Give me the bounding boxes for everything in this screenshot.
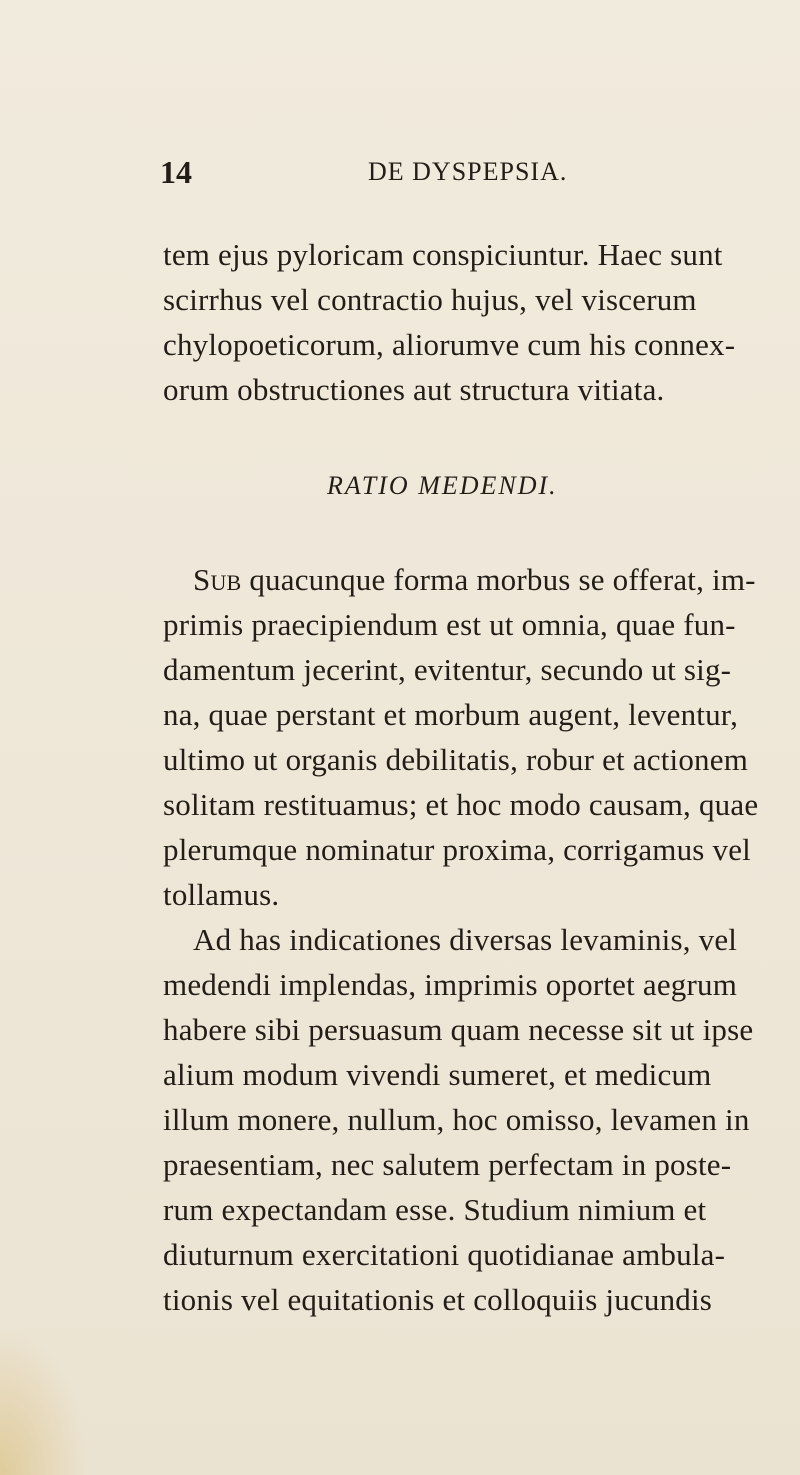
section-heading: RATIO MEDENDI. <box>327 471 558 500</box>
running-head <box>160 150 720 194</box>
text-line: illum monere, nullum, hoc omisso, levamen in <box>163 1102 750 1137</box>
initial-word: Sub <box>193 562 242 597</box>
text-line: medendi implendas, imprimis oportet aegrum <box>163 967 738 1002</box>
text-line: chylopoeticorum, aliorumve cum his connex- <box>163 327 736 362</box>
paper-stain <box>0 1325 90 1475</box>
text-line: tollamus. <box>163 877 280 912</box>
text-line: primis praecipiendum est ut omnia, quae fun- <box>163 607 736 642</box>
page-number: 14 <box>160 154 192 190</box>
text-line-first: Ad has indicationes diversas levaminis, vel <box>193 922 738 957</box>
paragraph-2 <box>163 557 800 1322</box>
text-line: praesentiam, nec salutem perfectam in poste- <box>163 1147 732 1182</box>
text-line: na, quae perstant et morbum augent, leventur, <box>163 697 739 732</box>
text-line: tionis vel equitationis et colloquiis jucundis <box>163 1282 713 1317</box>
text-line: rum expectandam esse. Studium nimium et <box>163 1192 707 1227</box>
text-line: orum obstructiones aut structura vitiata. <box>163 372 665 407</box>
text-line: ultimo ut organis debilitatis, robur et actionem <box>163 742 749 777</box>
running-title: DE DYSPEPSIA. <box>368 157 568 186</box>
text-line: tem ejus pyloricam conspiciuntur. Haec sunt <box>163 237 723 272</box>
first-line-rest: quacunque forma morbus se offerat, im- <box>241 562 756 597</box>
text-line: scirrhus vel contractio hujus, vel viscerum <box>163 282 697 317</box>
text-line: diuturnum exercitationi quotidianae ambula- <box>163 1237 726 1272</box>
text-line-first <box>163 557 800 602</box>
text-line: habere sibi persuasum quam necesse sit ut ipse <box>163 1012 754 1047</box>
text-line: alium modum vivendi sumeret, et medicum <box>163 1057 712 1092</box>
paragraph-1 <box>163 232 800 412</box>
text-line: damentum jecerint, evitentur, secundo ut sig- <box>163 652 732 687</box>
text-line: solitam restituamus; et hoc modo causam, quae <box>163 787 759 822</box>
text-line: plerumque nominatur proxima, corrigamus vel <box>163 832 751 867</box>
